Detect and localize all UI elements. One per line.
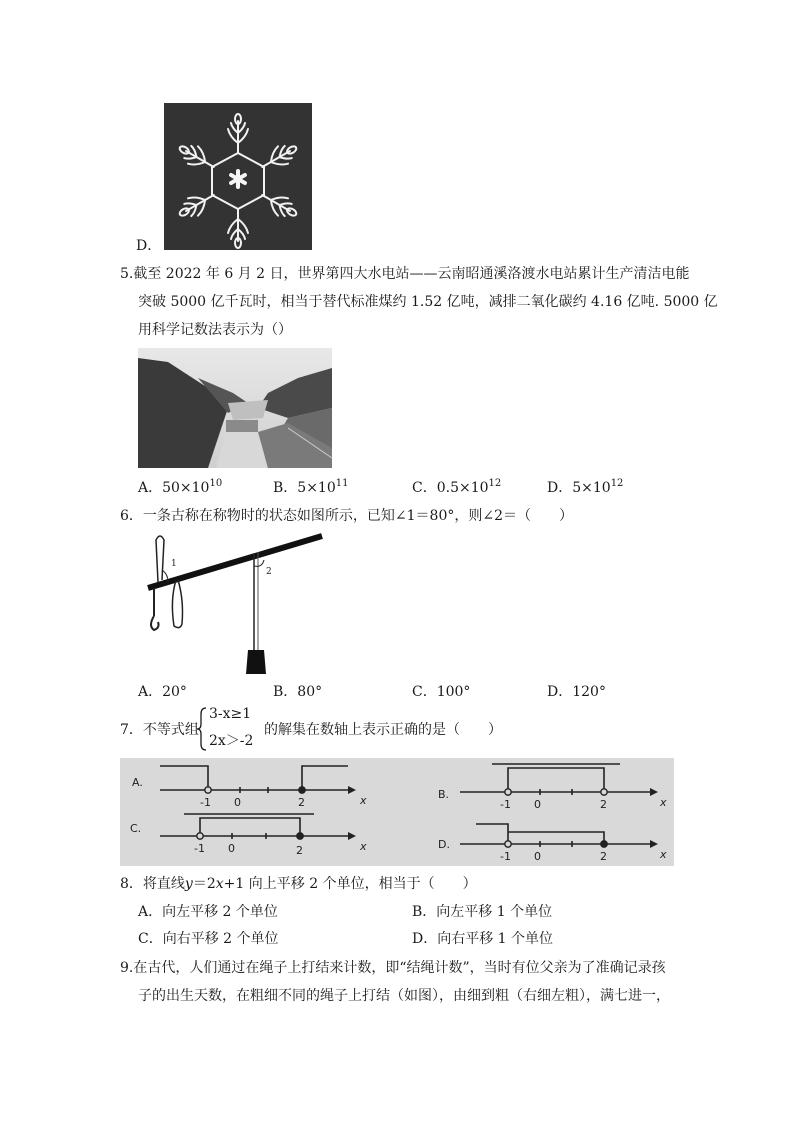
panel-c-axis: x	[360, 840, 367, 853]
panel-d-tick-0: 0	[534, 850, 541, 863]
q6-option-c[interactable]: C．100°	[412, 684, 471, 700]
panel-a-tick-2: 2	[298, 796, 305, 809]
q8-option-b[interactable]: B．向左平移 1 个单位	[412, 904, 553, 920]
q7-prefix: 7．不等式组	[120, 722, 199, 738]
panel-a-axis: x	[360, 794, 367, 807]
q6-option-d[interactable]: D．120°	[547, 684, 606, 700]
q8-option-a[interactable]: A．向左平移 2 个单位	[138, 904, 278, 920]
q5-stem-line3: 用科学记数法表示为（）	[138, 322, 292, 338]
panel-d-tick-2: 2	[600, 850, 607, 863]
q9-stem-line1: 9.在古代，人们通过在绳子上打结来计数，即“结绳计数”，当时有位父亲为了准确记录孩	[120, 960, 666, 976]
dam-photo	[138, 348, 332, 468]
inequality-1: 3-x≥1	[209, 706, 252, 722]
panel-b-tick-neg1: -1	[500, 798, 511, 811]
q5-option-a[interactable]: A．$50\times 10^{10}$	[138, 478, 223, 496]
q5-stem-line2: 突破 5000 亿千瓦时，相当于替代标准煤约 1.52 亿吨，减排二氧化碳约 4.16 亿吨. 5000 亿	[138, 294, 718, 310]
q4-option-d-label: D．	[136, 238, 162, 254]
panel-c-letter[interactable]: C.	[130, 822, 142, 835]
panel-d-letter[interactable]: D.	[438, 838, 450, 851]
q7-suffix: 的解集在数轴上表示正确的是（ ）	[264, 722, 502, 738]
q6-option-a[interactable]: A．20°	[138, 684, 187, 700]
angle-2-label: 2	[266, 567, 272, 577]
inequality-system	[197, 706, 263, 752]
panel-c-tick-0: 0	[228, 842, 235, 855]
q5-option-d[interactable]: D．$5\times 10^{12}$	[547, 478, 624, 496]
panel-a-letter[interactable]: A.	[132, 776, 143, 789]
q5-option-c[interactable]: C．$0.5\times 10^{12}$	[412, 478, 502, 496]
panel-a-tick-0: 0	[234, 796, 241, 809]
steelyard-figure	[140, 530, 330, 678]
inequality-2: 2x＞-2	[209, 733, 254, 749]
q5-option-b[interactable]: B．$5\times 10^{11}$	[273, 478, 349, 496]
q9-stem-line2: 子的出生天数，在粗细不同的绳子上打结（如图），由细到粗（右细左粗），满七进一，	[138, 988, 670, 1004]
panel-c-tick-2: 2	[296, 844, 303, 857]
q8-option-c[interactable]: C．向右平移 2 个单位	[138, 931, 279, 947]
q8-stem: 8．将直线y＝2x+1 向上平移 2 个单位，相当于（ ）	[120, 876, 477, 892]
q8-option-d[interactable]: D．向右平移 1 个单位	[412, 931, 554, 947]
panel-c-tick-neg1: -1	[194, 842, 205, 855]
panel-d-axis: x	[660, 848, 667, 861]
panel-b-tick-2: 2	[600, 798, 607, 811]
q6-option-b[interactable]: B．80°	[273, 684, 323, 700]
panel-b-letter[interactable]: B.	[438, 788, 450, 801]
snowflake-image	[164, 103, 312, 250]
panel-b-tick-0: 0	[534, 798, 541, 811]
panel-a-tick-neg1: -1	[200, 796, 211, 809]
q5-stem-line1: 5.截至 2022 年 6 月 2 日，世界第四大水电站——云南昭通溪洛渡水电站累计生产清洁电能	[120, 266, 690, 282]
panel-b-axis: x	[660, 796, 667, 809]
panel-d-tick-neg1: -1	[500, 850, 511, 863]
angle-1-label: 1	[171, 559, 177, 569]
q6-stem: 6．一条古称在称物时的状态如图所示，已知∠1＝80°，则∠2＝（ ）	[120, 508, 573, 524]
q7-number-line-panel	[120, 758, 674, 866]
